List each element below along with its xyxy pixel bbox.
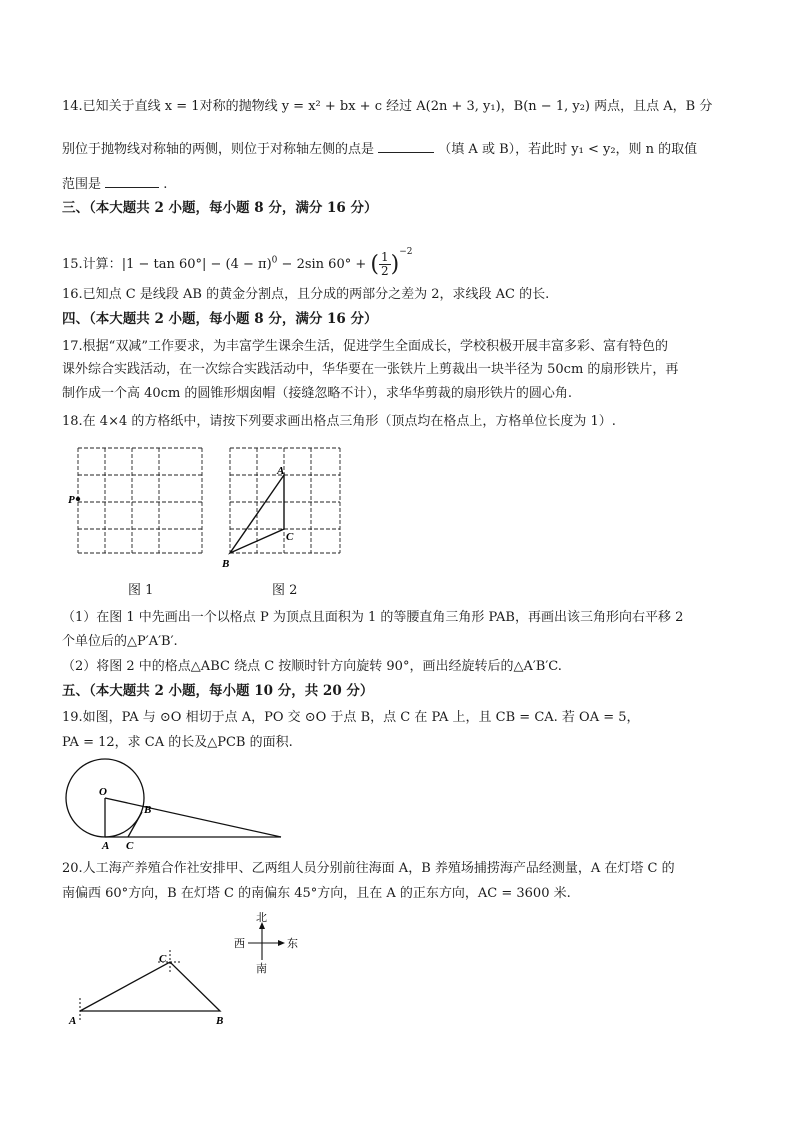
q15-part2: − 2sin 60° + (277, 257, 371, 272)
point-o-label: O (99, 786, 107, 798)
q15-part1: |1 − tan 60°| − (4 − π) (121, 257, 272, 272)
point-c-label-q19: C (126, 840, 134, 852)
figure-1-caption: 图 1 (128, 583, 154, 598)
q18-figure-1 (70, 440, 210, 570)
point-a-label: A (277, 465, 285, 477)
compass-east: 东 (287, 938, 298, 950)
compass-north: 北 (256, 912, 267, 924)
q14-line2-text: 别位于抛物线对称轴的两侧，则位于对称轴左侧的点是 (62, 142, 375, 157)
compass-west: 西 (234, 938, 245, 950)
point-b-label-q20: B (216, 1015, 224, 1027)
section-3-title: 三、（本大题共 2 小题，每小题 8 分，满分 16 分） (62, 200, 378, 216)
q17-line3: 制作成一个高 40cm 的圆锥形烟囱帽（接缝忽略不计），求华华剪裁的扇形铁片的圆心角. (62, 386, 573, 401)
q19-line2: PA = 12，求 CA 的长及△PCB 的面积. (62, 735, 293, 750)
point-b-label-q19: B (144, 804, 152, 816)
q14-line3-text: 范围是 (62, 177, 102, 192)
section-4-title: 四、（本大题共 2 小题，每小题 8 分，满分 16 分） (62, 311, 378, 327)
q15-expression (62, 237, 413, 278)
q14-line3 (62, 176, 167, 193)
q18-part2: （2）将图 2 中的格点△ABC 绕点 C 按顺时针方向旋转 90°，画出经旋转后的△A′B′C. (62, 659, 562, 674)
compass-south: 南 (256, 963, 267, 975)
q14-line2 (62, 141, 697, 158)
q15-fraction-numerator: 1 (380, 250, 389, 264)
q20-line2: 南偏西 60°方向，B 在灯塔 C 的南偏东 45°方向，且在 A 的正东方向，AC = 3600 米. (62, 886, 571, 901)
q14-blank-1[interactable] (378, 152, 434, 153)
point-a-label-q20: A (69, 1015, 77, 1027)
q14-line2-rest: （填 A 或 B），若此时 y₁ < y₂，则 n 的取值 (438, 142, 698, 157)
q19-figure (60, 758, 290, 853)
q18-part1-line1: （1）在图 1 中先画出一个以格点 P 为顶点且面积为 1 的等腰直角三角形 PAB，再画出该三角形向右平移 2 (62, 610, 684, 625)
point-p-dot (76, 497, 80, 501)
q17-line2: 课外综合实践活动，在一次综合实践活动中，华华要在一张铁片上剪裁出一块半径为 50cm 的扇形铁片，再 (62, 362, 679, 377)
figure-2-caption: 图 2 (272, 583, 298, 598)
figure-2-grid (230, 448, 340, 553)
q18-figure-2 (222, 440, 352, 575)
q14-line1: 14.已知关于直线 x = 1对称的抛物线 y = x² + bx + c 经过 A(2n + 3, y₁)，B(n − 1, y₂) 两点，且点 A，B 分 (62, 99, 713, 114)
q14-blank-2[interactable] (105, 187, 159, 188)
q15-fraction-denominator: 2 (380, 264, 389, 278)
q15-exponent-neg2: −2 (399, 247, 413, 257)
segment-cb (128, 812, 142, 837)
q15-exponent-0: 0 (271, 255, 278, 266)
q18-part1-line2: 个单位后的△P′A′B′. (62, 634, 178, 649)
point-c-label: C (286, 531, 294, 543)
point-b-label: B (222, 558, 230, 570)
point-a-label-q19: A (102, 840, 110, 852)
compass-icon (234, 911, 298, 975)
q18-text: 18.在 4×4 的方格纸中，请按下列要求画出格点三角形（顶点均在格点上，方格单位长度为 1）. (62, 414, 616, 429)
point-p-label: P (68, 494, 75, 506)
q19-line1: 19.如图，PA 与 ⊙O 相切于点 A，PO 交 ⊙O 于点 B，点 C 在 PA 上，且 CB = CA. 若 OA = 5， (62, 710, 640, 725)
q14-line3-end: . (163, 177, 168, 192)
q15-prefix: 15.计算： (62, 257, 122, 272)
q20-figure (60, 910, 310, 1030)
section-5-title: 五、（本大题共 2 小题，每小题 10 分，共 20 分） (62, 683, 374, 699)
figure-1-grid (78, 448, 202, 553)
triangle-acb (80, 962, 220, 1011)
q16-text: 16.已知点 C 是线段 AB 的黄金分割点，且分成的两部分之差为 2，求线段 AC 的长. (62, 287, 550, 302)
point-c-label-q20: C (159, 953, 167, 965)
q15-fraction-paren: ( $\frac{1}{2}$ ) (370, 250, 400, 278)
q20-line1: 20.人工海产养殖合作社安排甲、乙两组人员分别前往海面 A，B 养殖场捕捞海产品经测量，A 在灯塔 C 的 (62, 861, 675, 876)
q17-line1: 17.根据“双减”工作要求，为丰富学生课余生活，促进学生全面成长，学校积极开展丰富多彩、富有特色的 (62, 339, 668, 354)
